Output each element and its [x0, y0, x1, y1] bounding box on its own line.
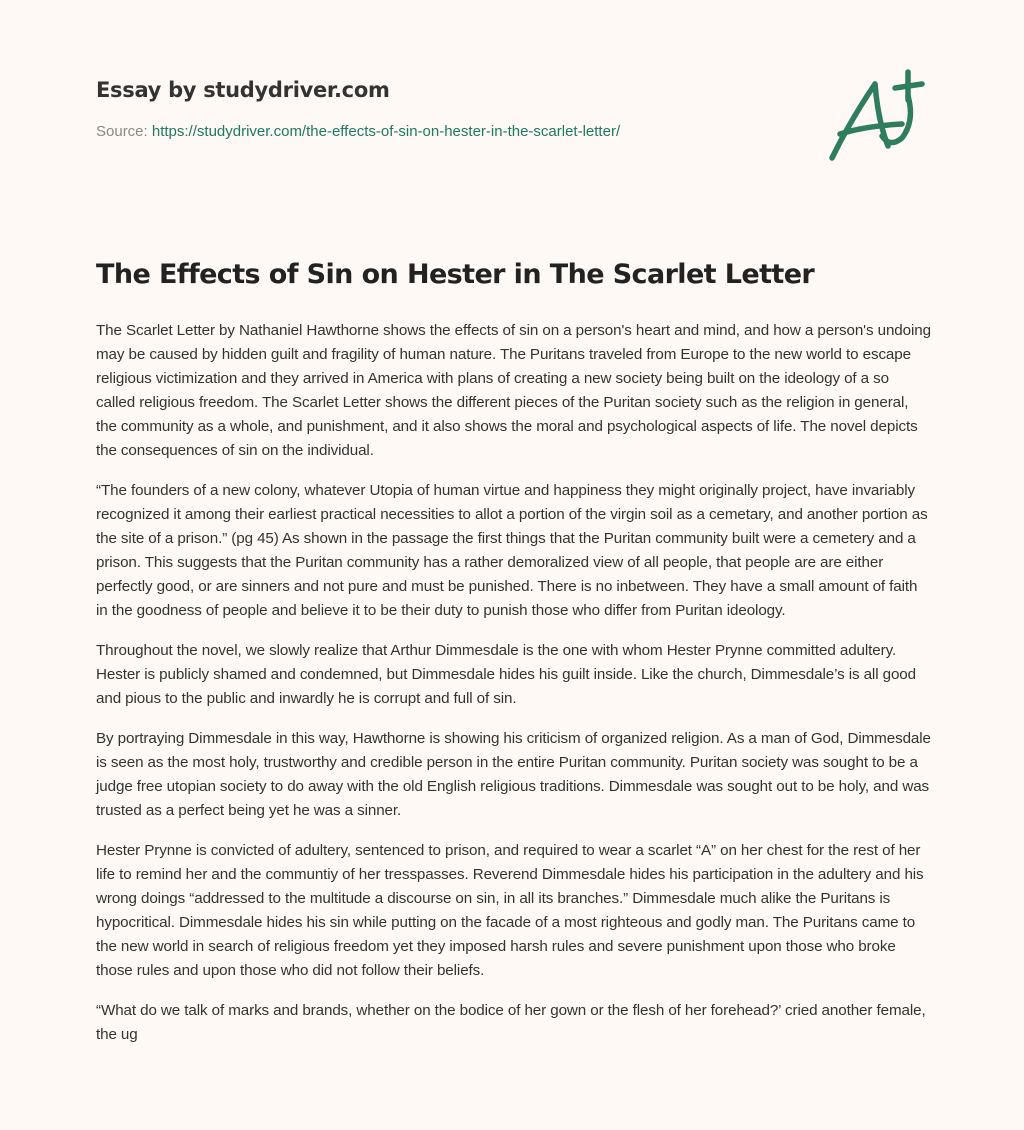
paragraph: Hester Prynne is convicted of adultery, sentenced to prison, and required to wear a scarlet “A” on her chest for the rest of her life to remind her and the communtiy of her tresspasses. Reverend Dimmesdale hides his participation in the adultery and his wrong doings “addressed to the multitude a discourse on sin, in all its branches.” Dimmesdale much alike the Puritans is hypocritical. Dimmesdale hides his sin while putting on the facade of a most righteous and godly man. The Puritans came to the new world in search of religious freedom yet they imposed harsh rules and severe punishment upon those who broke those rules and upon those who did not follow their beliefs.	[96, 842, 924, 979]
paragraph: “The founders of a new colony, whatever Utopia of human virtue and happiness they might originally project, have invariably recognized it among their earliest practical necessities to allot a portion of the virgin soil as a cemetary, and another portion as the site of a prison.” (pg 45) As shown in the passage the first things that the Puritan community built were a cemetery and a prison. This suggests that the Puritan community has a rather demoralized view of all people, that people are are either perfectly good, or are sinners and not pure and must be punished. There is no inbetween. They have a small amount of faith in the goodness of people and believe it to be their duty to punish those who differ from Puritan ideology.	[96, 482, 928, 619]
a-plus-grade-icon	[820, 66, 930, 166]
essay-article	[96, 253, 932, 1063]
source-label: Source:	[96, 123, 148, 140]
paragraph: The Scarlet Letter by Nathaniel Hawthorne shows the effects of sin on a person's heart and mind, and how a person's undoing may be caused by hidden guilt and fragility of human nature. The Puritans traveled from Europe to the new world to escape religious victimization and they arrived in America with plans of creating a new society being built on the ideology of a so called religious freedom. The Scarlet Letter shows the different pieces of the Puritan society such as the religion in general, the community as a whole, and punishment, and it also shows the moral and psychological aspects of life. The novel depicts the consequences of sin on the individual.	[96, 322, 931, 459]
paragraph: Throughout the novel, we slowly realize that Arthur Dimmesdale is the one with whom Hester Prynne committed adultery. Hester is publicly shamed and condemned, but Dimmesdale hides his guilt inside. Like the church, Dimmesdale’s is all good and pious to the public and inwardly he is corrupt and full of sin.	[96, 642, 916, 707]
source-link[interactable]: https://studydriver.com/the-effects-of-sin-on-hester-in-the-scarlet-letter/	[151, 123, 621, 140]
paragraph: “What do we talk of marks and brands, whether on the bodice of her gown or the flesh of her forehead?’ cried another female, the ug	[96, 1002, 926, 1043]
site-title: Essay by studydriver.com	[96, 78, 390, 102]
essay-header	[96, 76, 620, 142]
article-title: The Effects of Sin on Hester in The Scarlet Letter	[96, 259, 815, 290]
source-line	[96, 122, 620, 142]
paragraph: By portraying Dimmesdale in this way, Hawthorne is showing his criticism of organized religion. As a man of God, Dimmesdale is seen as the most holy, trustworthy and credible person in the entire Puritan community. Puritan society was sought to be a judge free utopian society to do away with the old English religious traditions. Dimmesdale was sought out to be holy, and was trusted as a perfect being yet he was a sinner.	[96, 730, 931, 819]
